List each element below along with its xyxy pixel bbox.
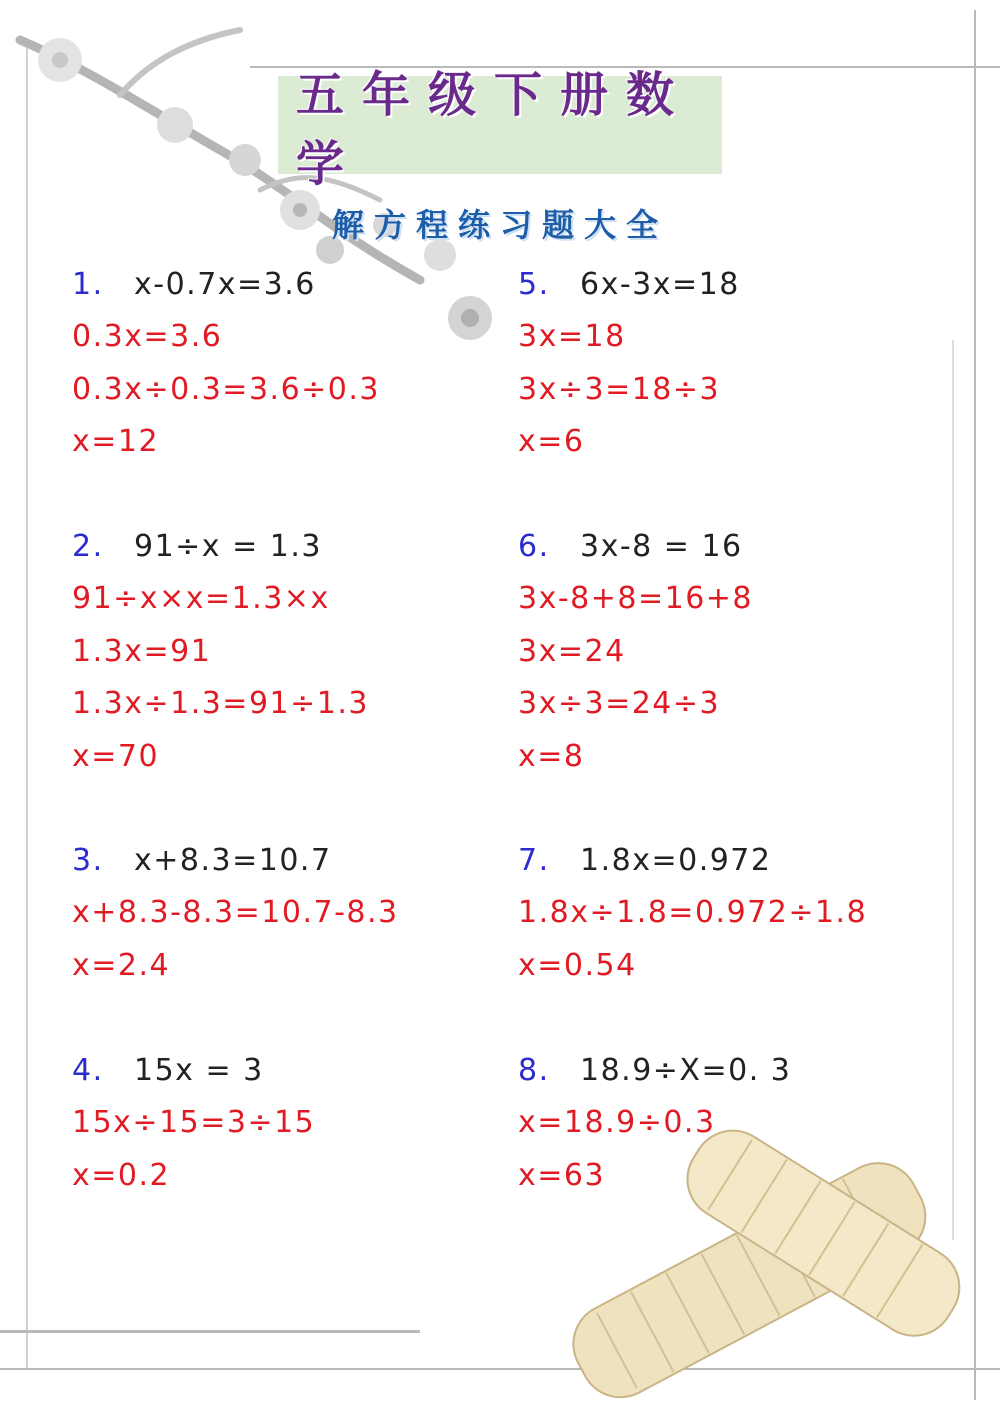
- problem-equation: x-0.7x=3.6: [134, 267, 316, 302]
- problem-6: [518, 521, 753, 783]
- solution-step: 3x-8+8=16+8: [518, 581, 754, 617]
- problem-header: [518, 835, 867, 887]
- problem-header: [518, 521, 753, 573]
- solution-step: 0.3x=3.6: [72, 319, 223, 355]
- solution-step: x=18.9÷0.3: [518, 1105, 716, 1141]
- problem-number: 1.: [72, 267, 104, 302]
- solution-step: 91÷x×x=1.3×x: [72, 581, 330, 617]
- page-title: 五年级下册数学: [296, 67, 693, 192]
- solution-step: 1.3x÷1.3=91÷1.3: [72, 686, 369, 722]
- problem-header: [72, 835, 399, 887]
- solution-step: x=0.54: [518, 947, 637, 983]
- problem-equation: 91÷x = 1.3: [134, 529, 322, 564]
- title-banner: [278, 67, 722, 192]
- problem-number: 5.: [518, 267, 550, 302]
- frame-bottom-line: [0, 1330, 420, 1333]
- solution-step: 3x÷3=24÷3: [518, 686, 721, 722]
- problem-header: [518, 1045, 791, 1097]
- solution-step: x=8: [518, 738, 585, 774]
- problem-5: [518, 259, 740, 469]
- problem-number: 2.: [72, 529, 104, 564]
- problem-number: 3.: [72, 843, 104, 878]
- problem-4: [72, 1045, 315, 1202]
- problem-equation: 15x = 3: [134, 1053, 264, 1088]
- solution-step: x=0.2: [72, 1157, 171, 1193]
- problem-equation: x+8.3=10.7: [134, 843, 332, 878]
- solution-step: x=2.4: [72, 947, 171, 983]
- solution-step: x=6: [518, 424, 585, 460]
- solution-step: 3x÷3=18÷3: [518, 371, 721, 407]
- problem-7: [518, 835, 867, 992]
- problem-header: [72, 521, 369, 573]
- solution-step: x=63: [518, 1157, 606, 1193]
- problem-number: 8.: [518, 1053, 550, 1088]
- page-subtitle: 解方程练习题大全: [331, 206, 668, 244]
- solution-step: 0.3x÷0.3=3.6÷0.3: [72, 371, 381, 407]
- solution-step: 15x÷15=3÷15: [72, 1105, 316, 1141]
- problem-number: 4.: [72, 1053, 104, 1088]
- solution-step: 3x=18: [518, 319, 626, 355]
- problem-1: [72, 259, 380, 469]
- solution-step: x=12: [72, 424, 160, 460]
- problem-equation: 6x-3x=18: [580, 267, 740, 302]
- frame-inner-right-line: [952, 340, 954, 1240]
- problem-number: 7.: [518, 843, 550, 878]
- solution-step: 1.8x÷1.8=0.972÷1.8: [518, 895, 868, 931]
- solution-step: x=70: [72, 738, 160, 774]
- problem-8: [518, 1045, 791, 1202]
- problem-equation: 18.9÷X=0. 3: [580, 1053, 792, 1088]
- problem-header: [72, 1045, 315, 1097]
- problem-header: [518, 259, 740, 311]
- problem-3: [72, 835, 399, 992]
- solution-step: 1.3x=91: [72, 633, 212, 669]
- problem-number: 6.: [518, 529, 550, 564]
- solution-step: x+8.3-8.3=10.7-8.3: [72, 895, 399, 931]
- solution-step: 3x=24: [518, 633, 626, 669]
- problem-equation: 1.8x=0.972: [580, 843, 772, 878]
- problem-2: [72, 521, 369, 783]
- problem-equation: 3x-8 = 16: [580, 529, 743, 564]
- problem-header: [72, 259, 380, 311]
